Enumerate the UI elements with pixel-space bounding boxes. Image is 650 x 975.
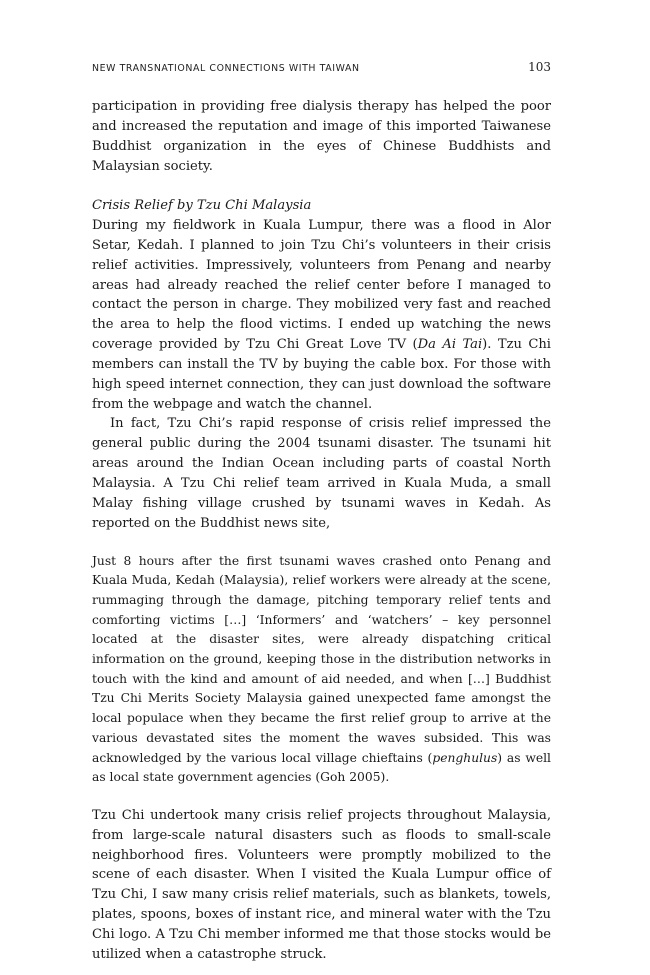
spacer — [92, 534, 551, 552]
body-text — [92, 97, 551, 965]
block-quote — [92, 552, 551, 788]
paragraph-2-text-a: During my fieldwork in Kuala Lumpur, there was a flood in Alor Setar, Kedah. I planned to join Tzu Chi’s volunteers in their crisis relief activities. Impressively, volunteers from Penang and nearby areas had already reached the relief center before I managed to contact the person in charge. They mobilized very fast and reached the area to help the flood victims. I ended up watching the news coverage provided by Tzu Chi Great Love TV ( — [92, 218, 551, 353]
section-heading: Crisis Relief by Tzu Chi Malaysia — [92, 198, 312, 214]
spacer — [92, 788, 551, 806]
paragraph-2 — [92, 216, 551, 414]
paragraph-2-text-b: ). Tzu Chi members can install the TV by buying the cable box. For those with high speed internet connection, they can just download the software from the webpage and watch the channel. — [92, 337, 551, 412]
paragraph-3: In fact, Tzu Chi’s rapid response of crisis relief impressed the general public during the 2004 tsunami disaster. The tsunami hit areas around the Indian Ocean including parts of coastal North Malaysia. A Tzu Chi relief team arrived in Kuala Muda, a small Malay fishing village crushed by tsunami waves in Kedah. As reported on the Buddhist news site, — [92, 416, 551, 531]
paragraph-4: Tzu Chi undertook many crisis relief projects throughout Malaysia, from large-scale natural disasters such as floods to small-scale neighborhood fires. Volunteers were promptly mobilized to the scene of each disaster. When I visited the Kuala Lumpur office of Tzu Chi, I saw many crisis relief materials, such as blankets, towels, plates, spoons, boxes of instant rice, and mineral water with the Tzu Chi logo. A Tzu Chi member informed me that those stocks would be utilized when a catastrophe struck. — [92, 807, 551, 962]
running-title: NEW TRANSNATIONAL CONNECTIONS WITH TAIWAN — [92, 63, 360, 74]
quote-text-b: ) as well as local state government agencies (Goh 2005). — [92, 750, 551, 785]
page-number: 103 — [528, 60, 551, 74]
quote-text-a: Just 8 hours after the first tsunami waves crashed onto Penang and Kuala Muda, Kedah (Malaysia), relief workers were already at the scene, rummaging through the damage, pitching temporary relief tents and comforting victims […] ‘Informers’ and ‘watchers’ – key personnel located at the disaster sites, were already dispatching critical information on the ground, keeping those in the distribution networks in touch with the kind and amount of aid needed, and when […] Buddhist Tzu Chi Merits Society Malaysia gained unexpected fame amongst the local populace when they became the first relief group to arrive at the various devastated sites the moment the waves subsided. This was acknowledged by the various local village chieftains ( — [92, 553, 551, 765]
paragraph-2-italic: Da Ai Tai — [417, 337, 483, 353]
running-head — [92, 60, 551, 78]
paragraph-1: participation in providing free dialysis therapy has helped the poor and increased the reputation and image of this imported Taiwanese Buddhist organization in the eyes of Chinese Buddhists and Malaysian society. — [92, 99, 551, 174]
spacer — [92, 176, 551, 196]
quote-italic: penghulus — [432, 750, 498, 765]
